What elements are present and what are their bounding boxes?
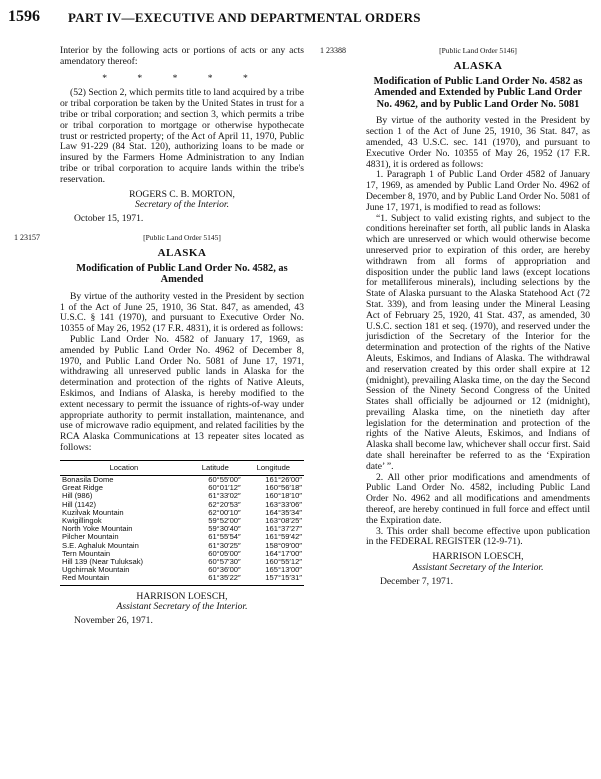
- location-cell: Bonasila Dome: [62, 474, 114, 484]
- order-paragraph: 3. This order shall become effective upon publication in the FEDERAL REGISTER (12-9-71).: [366, 525, 590, 548]
- order-paragraph: “1. Subject to valid existing rights, and subject to the conditions hereinafter set forth, all public lands in Alaska which are unreserved or which would otherwise become unreserved prior to expiration of this order, are hereby withdrawn from all forms of appropriation and disposition under the public land laws (except locations for metalliferous minerals), including selections by the State of Alaska pursuant to the Alaska Statehood Act (72 Stat. 339), and from leasing under the Mineral Leasing Act of February 25, 1920, 41 Stat. 437, as amended, 30 U.S.C. section 181 et seq. (1970), and reserved under the jurisdiction of the Secretary of the Interior for the determination and protection of the rights of the Native Aleuts, Eskimos, and Indians of Alaska. The withdrawal and reservation created by this order shall expire at 12 (midnight), prevailing Alaska time, on the day the Second Session of the Ninety Second Congress of the United States shall officially be adjourned or 12 (midnight), prevailing Alaska time, on the ninetieth day after legislation for the determination and protection of the rights of the Native Aleuts, Eskimos, and Indians of Alaska shall become law, whichever shall occur first. Said date shall hereinafter be referred to as the ‘Expiration date’ ”.: [366, 212, 590, 472]
- table-row: [60, 574, 304, 585]
- order-paragraph: 2. All other prior modifications and amendments of Public Land Order No. 4582, including Public Land Order No. 4962 and all modifications and amendments thereof, are hereby continued in full force and effect until the Expiration date.: [366, 471, 590, 526]
- location-cell: Tern Mountain: [62, 548, 111, 558]
- location-cell: Kuzilvak Mountain: [62, 507, 124, 517]
- column-header: Longitude: [243, 460, 304, 475]
- location-cell: Great Ridge: [62, 483, 103, 493]
- latitude-cell: 61°55′54″: [208, 532, 241, 542]
- fr-doc-number: 1 23157: [14, 232, 40, 242]
- signature-name: HARRISON LOESCH,: [136, 590, 228, 602]
- order-number: [Public Land Order 5146]: [439, 46, 517, 55]
- order-number: [Public Land Order 5145]: [143, 232, 221, 242]
- longitude-cell: 160°55′12″: [265, 556, 302, 566]
- column-header: Location: [60, 460, 188, 475]
- order-title: Modification of Public Land Order No. 4582 as Amended and Extended by Public Land Order No. 4962, and by Public Land Order No. 5081: [373, 75, 583, 110]
- longitude-cell: 160°18′10″: [265, 491, 302, 501]
- right-column: [320, 46, 590, 588]
- latitude-cell: 60°36′00″: [208, 565, 241, 575]
- longitude-cell: 160°56′18″: [265, 483, 302, 493]
- order-title: Modification of Public Land Order No. 4582, as Amended: [76, 262, 288, 286]
- order-date: December 7, 1971.: [380, 575, 453, 587]
- location-cell: Ugchirnak Mountain: [62, 565, 130, 575]
- state-heading: ALASKA: [157, 246, 207, 259]
- location-cell: North Yoke Mountain: [62, 524, 133, 534]
- latitude-cell: 61°35′22″: [188, 574, 243, 585]
- longitude-cell: 165°13′00″: [265, 565, 302, 575]
- signature-name: HARRISON LOESCH,: [432, 551, 524, 563]
- longitude-cell: 161°37′27″: [265, 524, 302, 534]
- paragraph-52: (52) Section 2, which permits title to land acquired by a tribe or tribal corporation be taken by the United States in trust for a tribe or tribal corporation; and section 3, which permits a tribe or tribal corporation to mortgage or otherwise hypothecate trust or restricted property; of the Act of April 11, 1970, Public Law 91-229 (84 Stat. 120), authorizing loans to be made or insured by the Farmers Home Administration to any Indian tribe or tribal corporation to acquire lands within the tribe's reservation.: [60, 87, 304, 185]
- longitude-cell: 161°26′00″: [265, 474, 302, 484]
- page-header: [8, 8, 593, 30]
- location-cell: S.E. Aghaluk Mountain: [62, 540, 139, 550]
- longitude-cell: 163°08′25″: [265, 515, 302, 525]
- order-date: October 15, 1971.: [74, 213, 144, 225]
- latitude-cell: 62°00′10″: [208, 507, 241, 517]
- order-paragraph: Public Land Order No. 4582 of January 17, 1969, as amended by Public Land Order No. 4962 of December 8, 1970, and Public Land Order No. 5081 of June 17, 1971, withdrawing all unreserved public lands in Alaska for the determination and protection of the rights of Native Aleuts, Eskimos, and Indians of Alaska, is hereby modified to the extent necessary to permit the issuance of rights-of-way under appropriate authority to permit installation, maintenance, and use of microwave radio equipment, and related facilities by the RCA Alaska Communications at 13 repeater sites located as follows:: [60, 333, 304, 453]
- order-heading: [320, 46, 590, 57]
- order-paragraph: By virtue of the authority vested in the President by section 1 of the Act of June 25, 1910, 36 Stat. 847, as amended, 43 U.S.C. § 141 (1970), and pursuant to Executive Order No. 10355 of May 26, 1952 (17 F.R. 4831), it is ordered as follows:: [60, 290, 304, 335]
- latitude-cell: 62°20′53″: [208, 499, 241, 509]
- latitude-cell: 60°57′30″: [208, 556, 241, 566]
- latitude-cell: 60°01′12″: [208, 483, 241, 493]
- state-heading: ALASKA: [453, 59, 503, 72]
- order-heading: [14, 232, 304, 244]
- longitude-cell: 161°59′42″: [265, 532, 302, 542]
- longitude-cell: 164°17′00″: [265, 548, 302, 558]
- latitude-cell: 61°33′02″: [208, 491, 241, 501]
- intro-text: Interior by the following acts or portions of acts or any acts amendatory thereof:: [60, 45, 304, 67]
- column-header: Latitude: [188, 460, 243, 475]
- location-cell: Hill (1142): [62, 499, 97, 509]
- location-cell: Hill 139 (Near Tuluksak): [62, 556, 144, 566]
- latitude-cell: 60°05′00″: [208, 548, 241, 558]
- longitude-cell: 163°33′06″: [265, 499, 302, 509]
- page-number: 1596: [8, 8, 40, 25]
- latitude-cell: 59°52′00″: [208, 515, 241, 525]
- location-cell: Kwigillingok: [62, 515, 102, 525]
- signature-title: Secretary of the Interior.: [135, 199, 229, 211]
- latitude-cell: 59°30′40″: [208, 524, 241, 534]
- ellipsis-stars: * * * * *: [102, 72, 262, 84]
- latitude-cell: 60°55′00″: [208, 474, 241, 484]
- location-cell: Pilcher Mountain: [62, 532, 119, 542]
- signature-name: ROGERS C. B. MORTON,: [129, 188, 235, 200]
- running-title: PART IV—EXECUTIVE AND DEPARTMENTAL ORDERS: [68, 10, 421, 25]
- latitude-cell: 61°30′25″: [208, 540, 241, 550]
- signature-title: Assistant Secretary of the Interior.: [412, 562, 544, 574]
- longitude-cell: 158°09′00″: [265, 540, 302, 550]
- location-cell: Hill (986): [62, 491, 93, 501]
- signature-title: Assistant Secretary of the Interior.: [116, 601, 248, 613]
- fr-doc-number: 1 23388: [320, 46, 346, 55]
- left-column: [14, 45, 304, 627]
- longitude-cell: 164°35′34″: [265, 507, 302, 517]
- order-paragraph: 1. Paragraph 1 of Public Land Order 4582 of January 17, 1969, as amended by Public Land Order No. 4962 of December 8, 1970, and by Public Land Order No. 5081 of June 17, 1971, is modified to read as follows:: [366, 169, 590, 213]
- repeater-sites-table: [60, 460, 304, 586]
- order-date: November 26, 1971.: [74, 615, 153, 627]
- location-cell: Red Mountain: [60, 574, 188, 585]
- longitude-cell: 157°15′31″: [243, 574, 304, 585]
- order-paragraph: By virtue of the authority vested in the President by section 1 of the Act of June 25, 1910, 36 Stat. 847, as amended, 43 U.S.C. sec. 141 (1970), and pursuant to Executive Order No. 10355 of May 26, 1952 (17 F.R. 4831), it is ordered as follows:: [366, 115, 590, 170]
